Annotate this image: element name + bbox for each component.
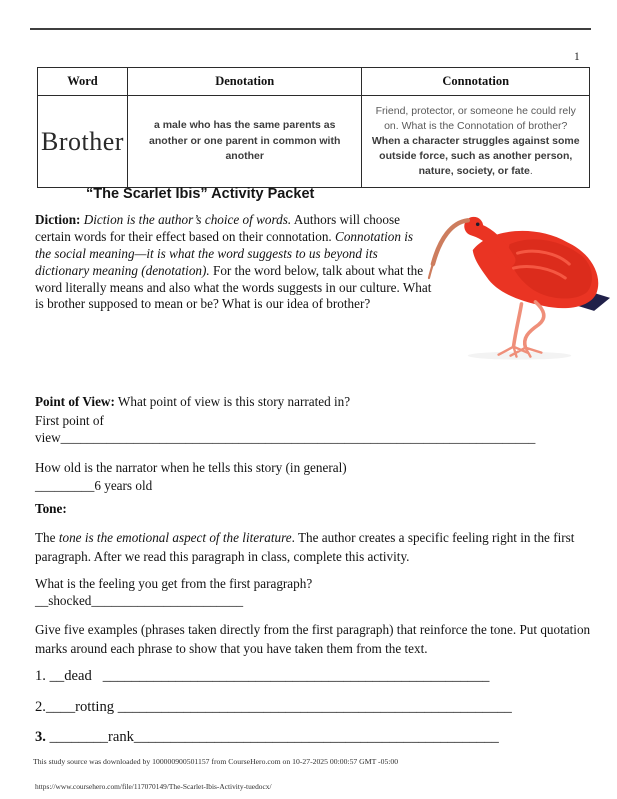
tone-description bbox=[35, 529, 592, 566]
item-1-number: 1. bbox=[35, 668, 46, 684]
pov-answer-prefix: First point of bbox=[35, 413, 104, 428]
word-cell: Brother bbox=[38, 96, 128, 188]
denotation-cell: a male who has the same parents as another or one parent in common with another bbox=[127, 96, 362, 188]
table-row bbox=[38, 96, 590, 188]
diction-paragraph bbox=[35, 212, 432, 313]
item-3-number: 3. bbox=[35, 729, 46, 745]
source-url: https://www.coursehero.com/file/117070149/The-Scarlet-Ibis-Activity-tuedocx/ bbox=[35, 782, 272, 791]
connotation-regular-text: Friend, protector, or someone he could rely on. What is the Connotation of brother? bbox=[375, 105, 576, 133]
col-header-word: Word bbox=[38, 68, 128, 96]
col-header-connotation: Connotation bbox=[362, 68, 590, 96]
page-number: 1 bbox=[574, 51, 580, 63]
pov-answer-line: view________________________________________________________________________ bbox=[35, 430, 536, 445]
table-header-row bbox=[38, 68, 590, 96]
example-item-2 bbox=[35, 699, 512, 716]
feeling-answer-line: __shocked_______________________ bbox=[35, 593, 244, 608]
diction-italic-definition: Diction is the author’s choice of words. bbox=[83, 212, 292, 227]
diction-instructions: For the word below, talk about what the word literally means and also what the words suggests in our culture. What is brother supposed to mean or be? What is our idea of brother? bbox=[35, 262, 432, 312]
scarlet-ibis-illustration bbox=[418, 198, 617, 368]
tone-intro-rest: . The author creates a specific feeling right in the first paragraph. After we read this paragraph in class, complete this activity. bbox=[35, 530, 575, 564]
age-answer-line: _________6 years old bbox=[35, 478, 153, 493]
item-3-answer-line: ________rank__________________________________________________ bbox=[45, 729, 499, 745]
examples-prompt: Give five examples (phrases taken directly from the first paragraph) that reinforce the tone. Put quotation marks around each phrase to show that you have taken them from the text. bbox=[35, 622, 591, 656]
age-question: How old is the narrator when he tells this story (in general) bbox=[35, 460, 347, 475]
scarlet-ibis-image bbox=[418, 198, 617, 368]
vocab-table bbox=[37, 67, 590, 188]
item-2-number: 2. bbox=[35, 699, 46, 715]
connotation-italic-definition: Connotation is the social meaning—it is what the word suggests to us beyond its dictionary meaning (denotation). bbox=[35, 228, 414, 278]
tone-italic-definition: tone is the emotional aspect of the literature bbox=[58, 530, 292, 545]
item-1-answer-line: __dead _____________________________________________________ bbox=[45, 668, 490, 684]
download-notice: This study source was downloaded by 100000900501157 from CourseHero.com on 10-27-2025 00:00:57 GMT -05:00 bbox=[33, 757, 399, 766]
connotation-bold-text: When a character struggles against some outside force, such as another person, nature, society, or fate bbox=[371, 135, 580, 177]
example-item-3 bbox=[35, 729, 499, 746]
top-divider bbox=[30, 28, 591, 30]
pov-question bbox=[35, 394, 350, 410]
item-2-answer-line: ____rotting ______________________________________________________ bbox=[45, 699, 512, 715]
diction-label: Diction: bbox=[35, 212, 81, 227]
example-item-1 bbox=[35, 668, 489, 685]
connotation-period: . bbox=[529, 164, 533, 177]
pov-label: Point of View: bbox=[35, 394, 115, 409]
tone-heading bbox=[35, 501, 67, 517]
pov-question-text: What point of view is this story narrated in? bbox=[117, 394, 351, 409]
col-header-denotation: Denotation bbox=[127, 68, 362, 96]
tone-intro-prefix: The bbox=[35, 530, 56, 545]
feeling-question: What is the feeling you get from the first paragraph? bbox=[35, 576, 313, 591]
document-title: “The Scarlet Ibis” Activity Packet bbox=[86, 186, 315, 202]
connotation-cell bbox=[362, 96, 590, 188]
tone-label: Tone: bbox=[35, 501, 67, 516]
diction-regular-text: Authors will choose certain words for their effect based on their connotation. bbox=[35, 212, 400, 244]
